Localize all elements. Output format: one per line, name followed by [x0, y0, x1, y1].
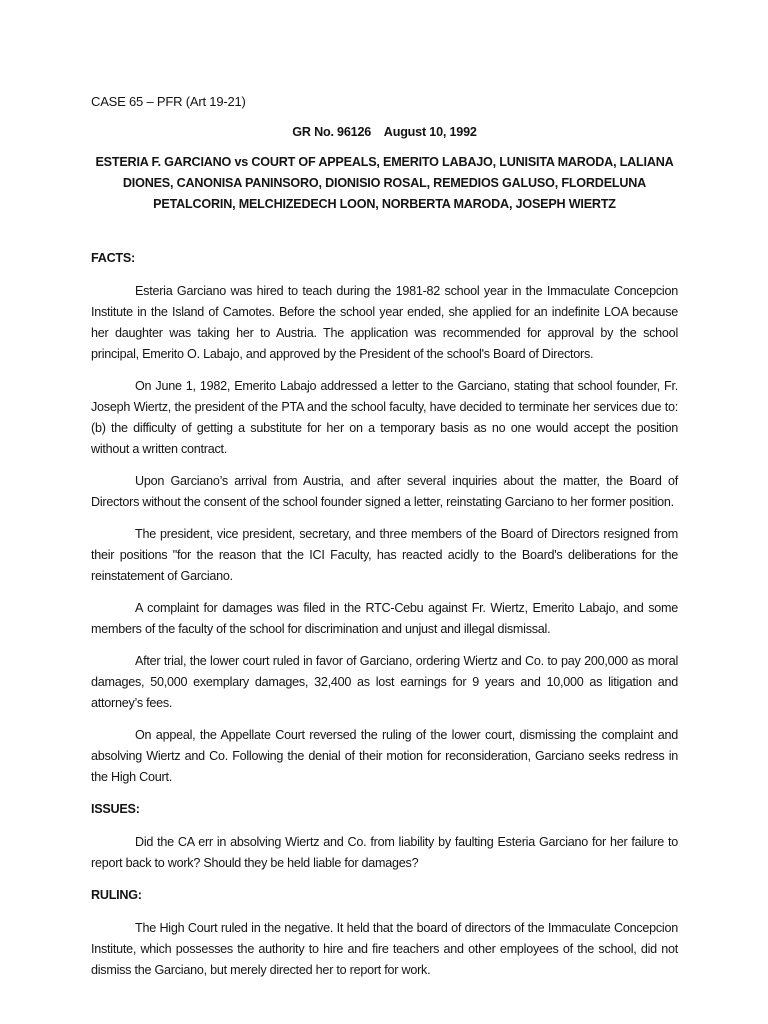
ruling-paragraph: The High Court ruled in the negative. It held that the board of directors of the Immaculate Concepcion Institute, which possesses the authority to hire and fire teachers and other employees of the school, did not dismiss the Garciano, but merely directed her to report for work. [91, 921, 678, 977]
facts-paragraph: On appeal, the Appellate Court reversed the ruling of the lower court, dismissing the complaint and absolving Wiertz and Co. Following the denial of their motion for reconsideration, Garciano seeks redress in the High Court. [91, 728, 678, 784]
facts-paragraph: A complaint for damages was filed in the RTC-Cebu against Fr. Wiertz, Emerito Labajo, and some members of the faculty of the school for discrimination and unjust and illegal dismissal. [91, 601, 678, 636]
issues-paragraph: Did the CA err in absolving Wiertz and Co. from liability by faulting Esteria Garciano for her failure to report back to work? Should they be held liable for damages? [91, 835, 678, 870]
case-label: CASE 65 – PFR (Art 19-21) [91, 94, 246, 109]
document-body [91, 248, 678, 992]
facts-paragraph: Esteria Garciano was hired to teach during the 1981-82 school year in the Immaculate Concepcion Institute in the Island of Camotes. Before the school year ended, she applied for an indefinite LOA because her daughter was taking her to Austria. The application was recommended for approval by the school principal, Emerito O. Labajo, and approved by the President of the school's Board of Directors. [91, 284, 678, 361]
case-parties: ESTERIA F. GARCIANO vs COURT OF APPEALS, EMERITO LABAJO, LUNISITA MARODA, LALIANA DIONES, CANONISA PANINSORO, DIONISIO ROSAL, REMEDIOS GALUSO, FLORDELUNA PETALCORIN, MELCHIZEDECH LOON, NORBERTA MARODA, JOSEPH WIERTZ [95, 155, 674, 211]
case-title-block [91, 122, 678, 215]
ruling-heading: RULING: [91, 888, 142, 902]
facts-paragraph: On June 1, 1982, Emerito Labajo addressed a letter to the Garciano, stating that school founder, Fr. Joseph Wiertz, the president of the PTA and the school faculty, have decided to terminate her services due to: (b) the difficulty of getting a substitute for her on a temporary basis as no one would accept the position without a written contract. [91, 379, 678, 456]
issues-heading: ISSUES: [91, 802, 140, 816]
facts-paragraph: After trial, the lower court ruled in favor of Garciano, ordering Wiertz and Co. to pay 200,000 as moral damages, 50,000 exemplary damages, 32,400 as lost earnings for 9 years and 10,000 as litigation and attorney’s fees. [91, 654, 678, 710]
facts-paragraph: Upon Garciano’s arrival from Austria, and after several inquiries about the matter, the Board of Directors without the consent of the school founder signed a letter, reinstating Garciano to her former position. [91, 474, 678, 509]
facts-paragraph: The president, vice president, secretary, and three members of the Board of Directors resigned from their positions "for the reason that the ICI Faculty, has reacted acidly to the Board's deliberations for the reinstatement of Garciano. [91, 527, 678, 583]
facts-heading: FACTS: [91, 251, 135, 265]
gr-number-date: GR No. 96126 August 10, 1992 [292, 125, 477, 139]
